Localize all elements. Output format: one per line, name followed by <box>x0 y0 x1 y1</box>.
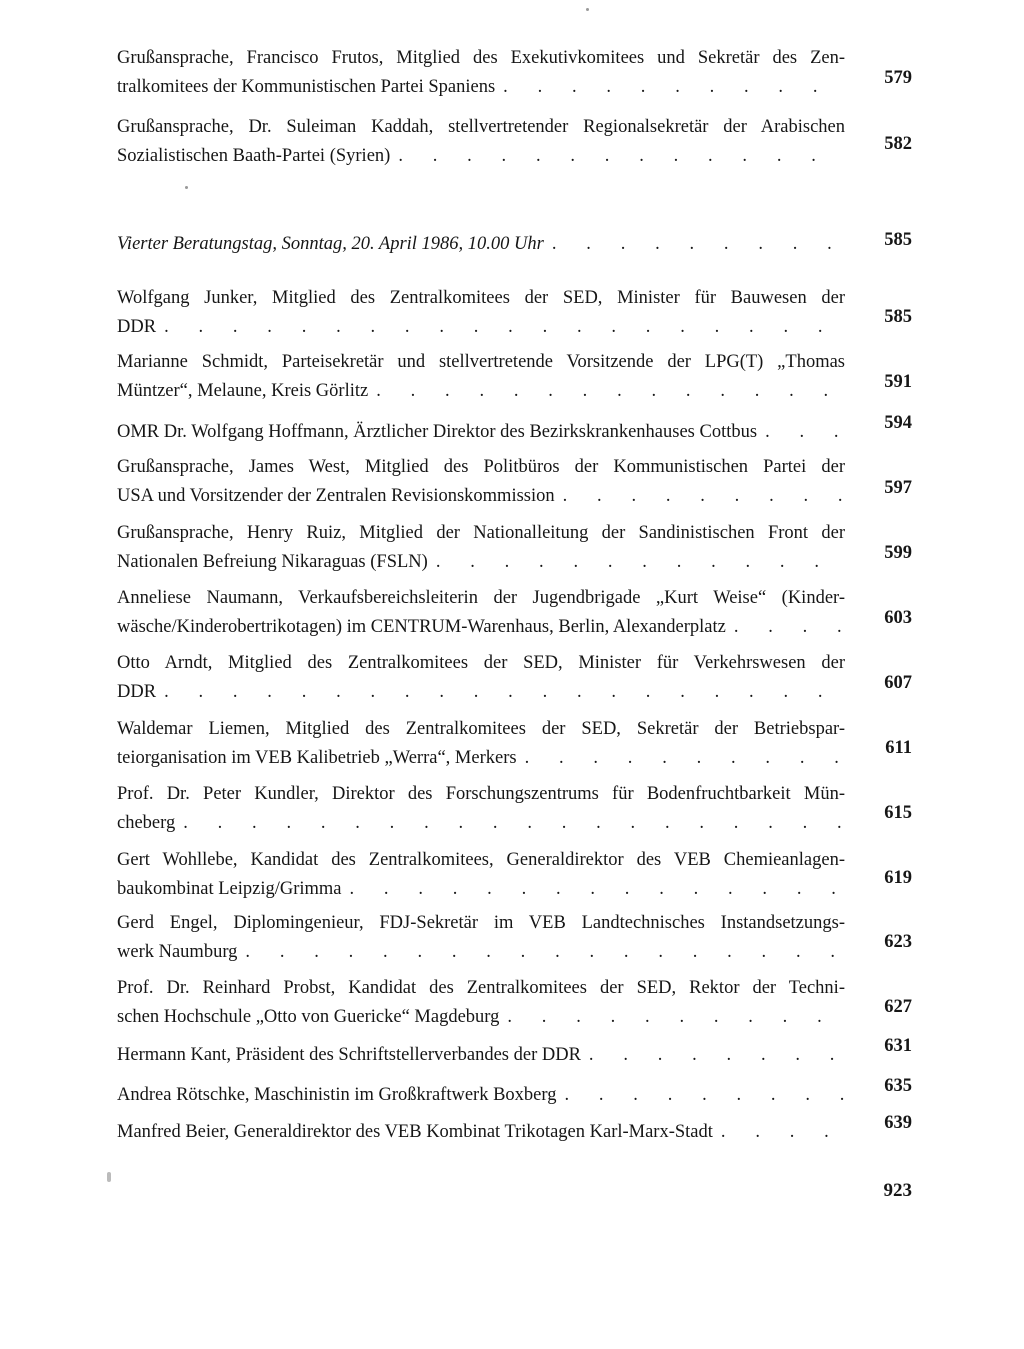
entry-text-line2: teiorganisation im VEB Kalibetrieb „Werra“, Merkers <box>117 748 517 768</box>
entry-text-line1: Gerd Engel, Diplomingenieur, FDJ-Sekretär im VEB Landtechnisches Instandsetzungs- <box>117 913 845 933</box>
entry-page-number: 585 <box>884 230 912 250</box>
entry-text-line2: DDR <box>117 682 157 702</box>
entry-text-line1: Anneliese Naumann, Verkaufsbereichsleiterin der Jugendbrigade „Kurt Weise“ (Kinder- <box>117 588 845 608</box>
entry-page-number: 635 <box>884 1076 912 1096</box>
leader-dots <box>581 1041 845 1070</box>
toc-entry <box>117 418 845 447</box>
entry-text-line2: DDR <box>117 317 157 337</box>
entry-text: Hermann Kant, Präsident des Schriftstellerverbandes der DDR <box>117 1045 581 1065</box>
entry-text-line1: Waldemar Liemen, Mitglied des Zentralkomitees der SED, Sekretär der Betriebspar- <box>117 719 845 739</box>
entry-text-line2: werk Naumburg <box>117 942 238 962</box>
toc-entry <box>117 846 845 904</box>
leader-dots <box>726 613 845 642</box>
leader-dots <box>428 548 845 577</box>
page-number: 923 <box>883 1180 912 1201</box>
entry-page-number: 582 <box>884 134 912 154</box>
entry-text-line1: Grußansprache, Francisco Frutos, Mitglied des Exekutivkomitees und Sekretär des Zen- <box>117 48 845 68</box>
toc-entry <box>117 649 845 707</box>
toc-entry <box>117 909 845 967</box>
entry-text: Manfred Beier, Generaldirektor des VEB Kombinat Trikotagen Karl-Marx-Stadt <box>117 1122 713 1142</box>
scan-speck <box>107 1172 111 1182</box>
leader-dots <box>237 938 845 967</box>
leader-dots <box>175 809 845 838</box>
entry-text-line1: Prof. Dr. Reinhard Probst, Kandidat des Zentralkomitees der SED, Rektor der Techni- <box>117 978 845 998</box>
toc-entry <box>117 453 845 511</box>
entry-text-line2: Sozialistischen Baath-Partei (Syrien) <box>117 146 391 166</box>
entry-page-number: 627 <box>884 997 912 1017</box>
entry-text-line1: Prof. Dr. Peter Kundler, Direktor des Forschungszentrums für Bodenfruchtbarkeit Mün- <box>117 784 845 804</box>
entry-page-number: 591 <box>884 372 912 392</box>
toc-entry <box>117 780 845 838</box>
toc-entry <box>117 348 845 406</box>
entry-page-number: 611 <box>885 738 912 758</box>
entry-page-number: 607 <box>884 673 912 693</box>
toc-entry <box>117 1081 845 1110</box>
entry-page-number: 579 <box>884 68 912 88</box>
entry-text-line2: Nationalen Befreiung Nikaraguas (FSLN) <box>117 552 428 572</box>
leader-dots <box>556 1081 845 1110</box>
leader-dots <box>713 1118 845 1147</box>
entry-text-line2: cheberg <box>117 813 176 833</box>
scan-speck <box>586 8 589 11</box>
toc-entry <box>117 284 845 342</box>
leader-dots <box>156 313 845 342</box>
toc-entry <box>117 1118 845 1147</box>
leader-dots <box>342 875 845 904</box>
toc-entry <box>117 44 845 102</box>
entry-page-number: 599 <box>884 543 912 563</box>
entry-page-number: 603 <box>884 608 912 628</box>
section-heading: Vierter Beratungstag, Sonntag, 20. April 1986, 10.00 Uhr <box>117 234 544 254</box>
entry-text-line1: Grußansprache, Henry Ruiz, Mitglied der Nationalleitung der Sandinistischen Front der <box>117 523 845 543</box>
toc-entry <box>117 519 845 577</box>
leader-dots <box>757 418 845 447</box>
entry-text-line2: schen Hochschule „Otto von Guericke“ Magdeburg <box>117 1007 500 1027</box>
leader-dots <box>555 482 845 511</box>
entry-text-line1: Wolfgang Junker, Mitglied des Zentralkomitees der SED, Minister für Bauwesen der <box>117 288 845 308</box>
leader-dots <box>544 230 845 259</box>
entry-text-line1: Marianne Schmidt, Parteisekretär und stellvertretende Vorsitzende der LPG(T) „Thomas <box>117 352 845 372</box>
entry-page-number: 615 <box>884 803 912 823</box>
entry-page-number: 585 <box>884 307 912 327</box>
entry-text-line2: USA und Vorsitzender der Zentralen Revisionskommission <box>117 486 555 506</box>
leader-dots <box>156 678 845 707</box>
entry-text-line2: Müntzer“, Melaune, Kreis Görlitz <box>117 381 369 401</box>
leader-dots <box>368 377 845 406</box>
entry-text-line1: Otto Arndt, Mitglied des Zentralkomitees der SED, Minister für Verkehrswesen der <box>117 653 845 673</box>
entry-page-number: 631 <box>884 1036 912 1056</box>
scan-speck <box>185 186 188 189</box>
entry-page-number: 639 <box>884 1113 912 1133</box>
leader-dots <box>495 73 845 102</box>
entry-text: OMR Dr. Wolfgang Hoffmann, Ärztlicher Direktor des Bezirkskrankenhauses Cottbus <box>117 422 758 442</box>
entry-text-line1: Grußansprache, James West, Mitglied des Politbüros der Kommunistischen Partei der <box>117 457 845 477</box>
toc-entry <box>117 715 845 773</box>
entry-text-line1: Grußansprache, Dr. Suleiman Kaddah, stellvertretender Regionalsekretär der Arabischen <box>117 117 845 137</box>
entry-page-number: 619 <box>884 868 912 888</box>
entry-text-line2: wäsche/Kinderobertrikotagen) im CENTRUM-Warenhaus, Berlin, Alexanderplatz <box>117 617 726 637</box>
section-heading-entry <box>117 230 845 259</box>
toc-entry <box>117 1041 845 1070</box>
entry-page-number: 594 <box>884 413 912 433</box>
entry-text-line1: Gert Wohllebe, Kandidat des Zentralkomitees, Generaldirektor des VEB Chemieanlagen- <box>117 850 845 870</box>
entry-page-number: 623 <box>884 932 912 952</box>
toc-entry <box>117 113 845 171</box>
toc-entry <box>117 584 845 642</box>
entry-text-line2: tralkomitees der Kommunistischen Partei Spaniens <box>117 77 496 97</box>
entry-text: Andrea Rötschke, Maschinistin im Großkraftwerk Boxberg <box>117 1085 557 1105</box>
entry-text-line2: baukombinat Leipzig/Grimma <box>117 879 342 899</box>
leader-dots <box>517 744 845 773</box>
entry-page-number: 597 <box>884 478 912 498</box>
leader-dots <box>390 142 845 171</box>
toc-entry <box>117 974 845 1032</box>
leader-dots <box>499 1003 845 1032</box>
